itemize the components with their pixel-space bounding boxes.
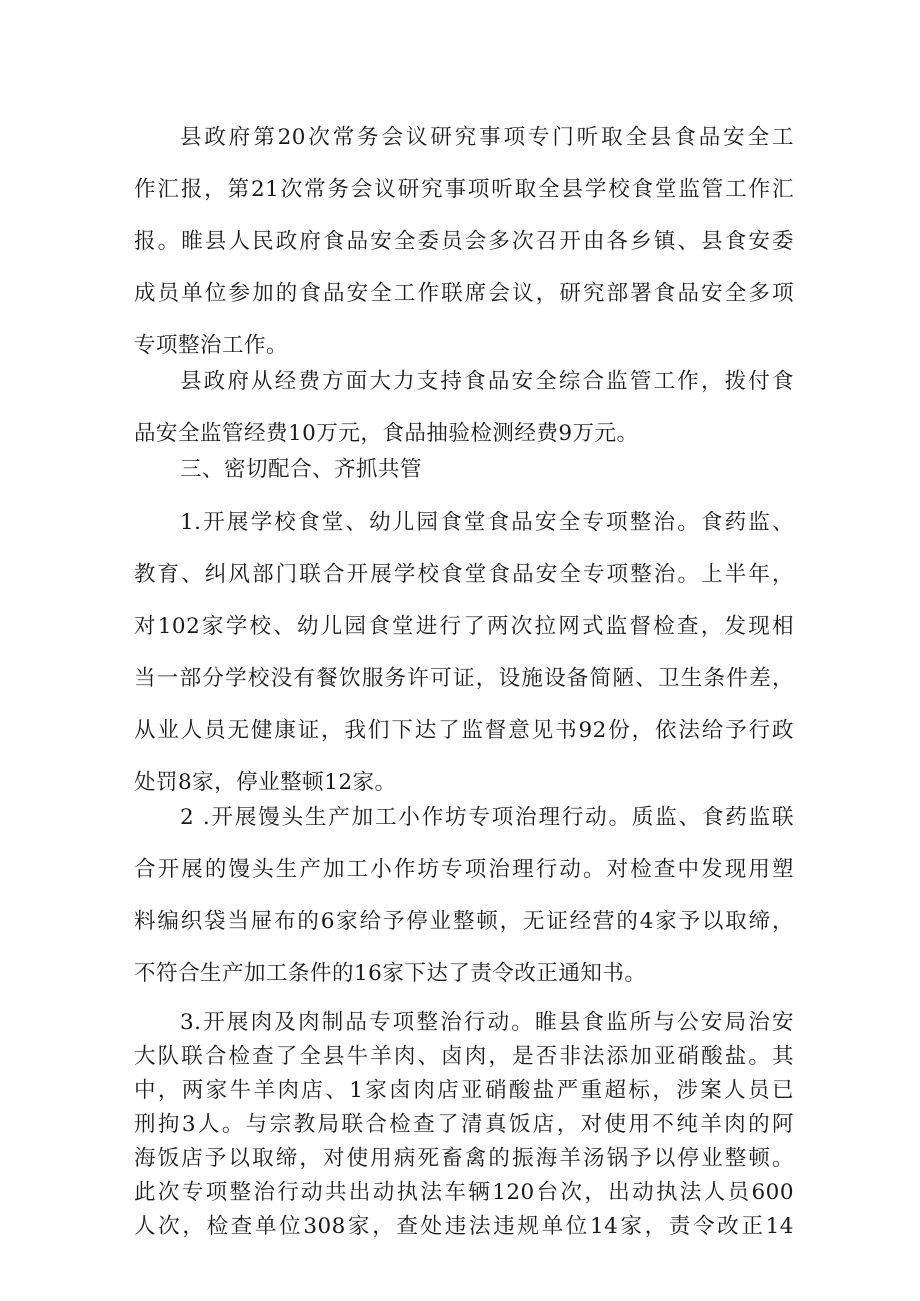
paragraph-steamed-bun-workshops — [134, 792, 794, 1000]
text-line: 县政府从经费方面大力支持食品安全综合监管工作，拨付食 — [180, 369, 794, 394]
text-line: 不符合生产加工条件的16家下达了责令改正通知书。 — [134, 961, 647, 986]
text-line: 海饭店予以取缔，对使用病死畜禽的振海羊汤锅予以停业整顿。 — [134, 1146, 794, 1171]
text-line: 专项整治工作。 — [134, 333, 289, 358]
section-heading-text: 三、密切配合、齐抓共管 — [180, 457, 423, 482]
section-heading — [134, 444, 794, 496]
text-line: 人次，检查单位308家，查处违法违规单位14家，责令改正14 — [134, 1214, 794, 1239]
text-line: 大队联合检查了全县牛羊肉、卤肉，是否非法添加亚硝酸盐。其 — [134, 1044, 794, 1069]
text-line: 2 .开展馒头生产加工小作坊专项治理行动。质监、食药监联 — [180, 805, 794, 830]
text-line: 从业人员无健康证，我们下达了监督意见书92份，依法给予行政 — [134, 718, 794, 743]
text-line: 对102家学校、幼儿园食堂进行了两次拉网式监督检查，发现相 — [134, 614, 794, 639]
paragraph-meetings — [134, 112, 794, 372]
text-line: 成员单位参加的食品安全工作联席会议，研究部署食品安全多项 — [134, 281, 794, 306]
text-line: 合开展的馒头生产加工小作坊专项治理行动。对检查中发现用塑 — [134, 857, 794, 882]
text-line: 刑拘3人。与宗教局联合检查了清真饭店，对使用不纯羊肉的阿 — [134, 1112, 794, 1137]
text-line: 3.开展肉及肉制品专项整治行动。睢县食监所与公安局治安 — [180, 1010, 794, 1035]
text-line: 料编织袋当屉布的6家给予停业整顿，无证经营的4家予以取缔， — [134, 909, 794, 934]
paragraph-school-canteens — [134, 497, 794, 809]
text-line: 当一部分学校没有餐饮服务许可证，设施设备简陋、卫生条件差， — [134, 666, 794, 691]
text-line: 教育、纠风部门联合开展学校食堂食品安全专项整治。上半年， — [134, 562, 794, 587]
text-line: 此次专项整治行动共出动执法车辆120台次，出动执法人员600 — [134, 1180, 794, 1205]
text-line: 作汇报，第21次常务会议研究事项听取全县学校食堂监管工作汇 — [134, 177, 794, 202]
text-line: 县政府第20次常务会议研究事项专门听取全县食品安全工 — [180, 125, 794, 150]
text-line: 品安全监管经费10万元，食品抽验检测经费9万元。 — [134, 421, 639, 446]
text-line: 1.开展学校食堂、幼儿园食堂食品安全专项整治。食药监、 — [180, 510, 794, 535]
text-line: 处罚8家，停业整顿12家。 — [134, 770, 397, 795]
text-line: 中，两家牛羊肉店、1家卤肉店亚硝酸盐严重超标，涉案人员已 — [134, 1078, 794, 1103]
text-line: 报。睢县人民政府食品安全委员会多次召开由各乡镇、县食安委 — [134, 229, 794, 254]
paragraph-meat-products — [134, 1006, 794, 1244]
